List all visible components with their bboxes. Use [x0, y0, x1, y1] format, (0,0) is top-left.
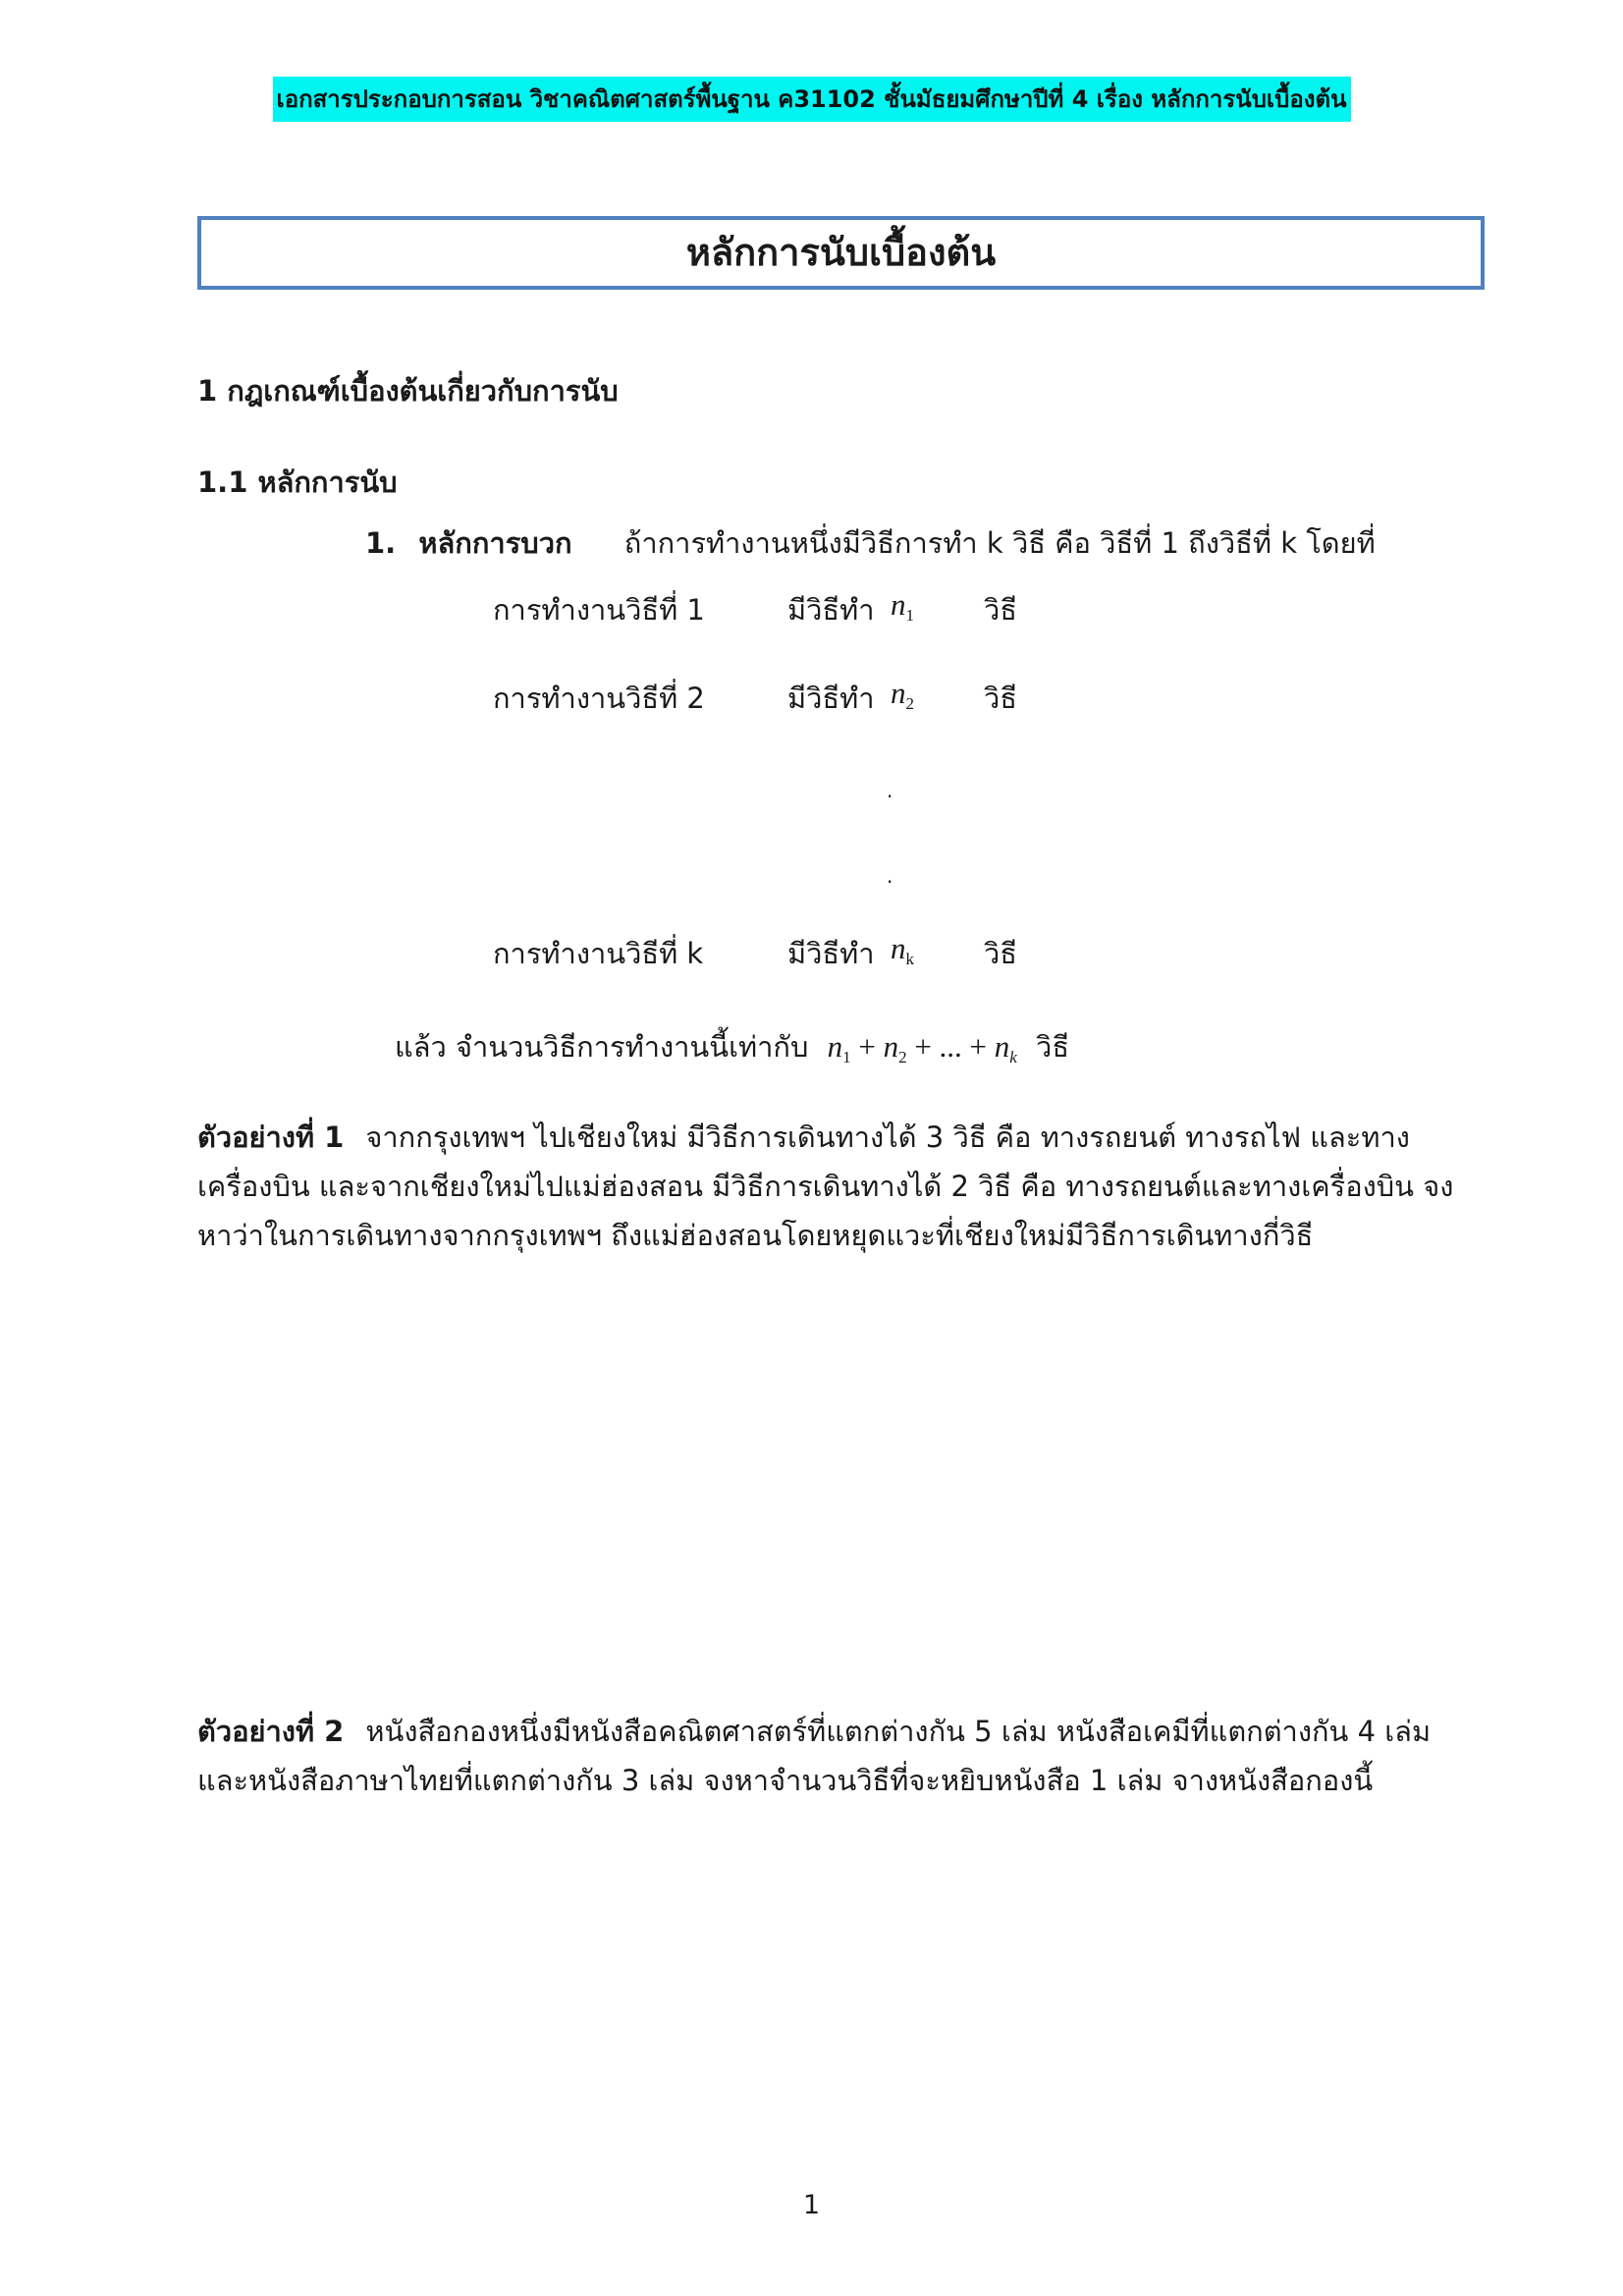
page-title: หลักการนับเบื้องต้น [685, 231, 997, 274]
ways-variable: $n_2$ [891, 676, 914, 713]
example-label: ตัวอย่างที่ 2 [197, 1715, 345, 1748]
task-label: การทำงานวิธีที่ k [493, 937, 704, 970]
ways-label: มีวิธีทำ [787, 937, 875, 970]
header [0, 77, 1623, 122]
task-label: การทำงานวิธีที่ 1 [493, 593, 705, 627]
page-number: 1 [802, 2190, 821, 2220]
ways-variable: $n_1$ [891, 587, 914, 625]
example-1 [197, 1113, 1484, 1260]
title-box [197, 216, 1485, 290]
unit-label: วิธี [984, 593, 1017, 627]
header-banner: เอกสารประกอบการสอน วิชาคณิตศาสตร์พื้นฐาน ค31102 ชั้นมัธยมศึกษาปีที่ 4 เรื่อง หลักการนับเบื้องต้น [273, 77, 1351, 122]
addition-rule [365, 520, 1376, 566]
example-text: จากกรุงเทพฯ ไปเชียงใหม่ มีวิธีการเดินทางได้ 3 วิธี คือ ทางรถยนต์ ทางรถไฟ และทางเครื่องบิน และจากเชียงใหม่ไปแม่ฮ่องสอน มีวิธีการเดินทางได้ 2 วิธี คือ ทางรถยนต์และทางเครื่องบิน จงหาว่าในการเดินทางจากกรุงเทพฯ ถึงแม่ฮ่องสอนโดยหยุดแวะที่เชียงใหม่มีวิธีการเดินทางกี่วิธี [197, 1121, 1454, 1252]
ways-label: มีวิธีทำ [787, 593, 875, 627]
section-heading-1: 1 กฎเกณฑ์เบื้องต้นเกี่ยวกับการนับ [197, 374, 619, 408]
rule-name: หลักการบวก [418, 526, 572, 560]
sum-suffix: วิธี [1036, 1030, 1070, 1064]
section-heading-1-1: 1.1 หลักการนับ [197, 465, 398, 499]
example-2 [197, 1707, 1484, 1805]
sum-prefix: แล้ว จำนวนวิธีการทำงานนี้เท่ากับ [395, 1030, 809, 1064]
sum-formula: $n_1 + n_2$ + ... + $n_k$ [827, 1029, 1017, 1066]
task-label: การทำงานวิธีที่ 2 [493, 682, 705, 715]
rule-text: ถ้าการทำงานหนึ่งมีวิธีการทำ k วิธี คือ วิธีที่ 1 ถึงวิธีที่ k โดยที่ [623, 526, 1376, 560]
ways-label: มีวิธีทำ [787, 682, 875, 715]
rule-number: 1. [365, 526, 397, 560]
unit-label: วิธี [984, 682, 1017, 715]
ways-variable: $n_k$ [891, 931, 914, 968]
ellipsis-dot: . [887, 864, 893, 888]
example-text: หนังสือกองหนึ่งมีหนังสือคณิตศาสตร์ที่แตกต่างกัน 5 เล่ม หนังสือเคมีที่แตกต่างกัน 4 เล่ม และหนังสือภาษาไทยที่แตกต่างกัน 3 เล่ม จงหาจำนวนวิธีที่จะหยิบหนังสือ 1 เล่ม จางหนังสือกองนี้ [197, 1715, 1432, 1797]
example-label: ตัวอย่างที่ 1 [197, 1121, 345, 1154]
sum-statement [395, 1024, 1069, 1069]
unit-label: วิธี [984, 937, 1017, 970]
ellipsis-dot: . [887, 779, 893, 802]
